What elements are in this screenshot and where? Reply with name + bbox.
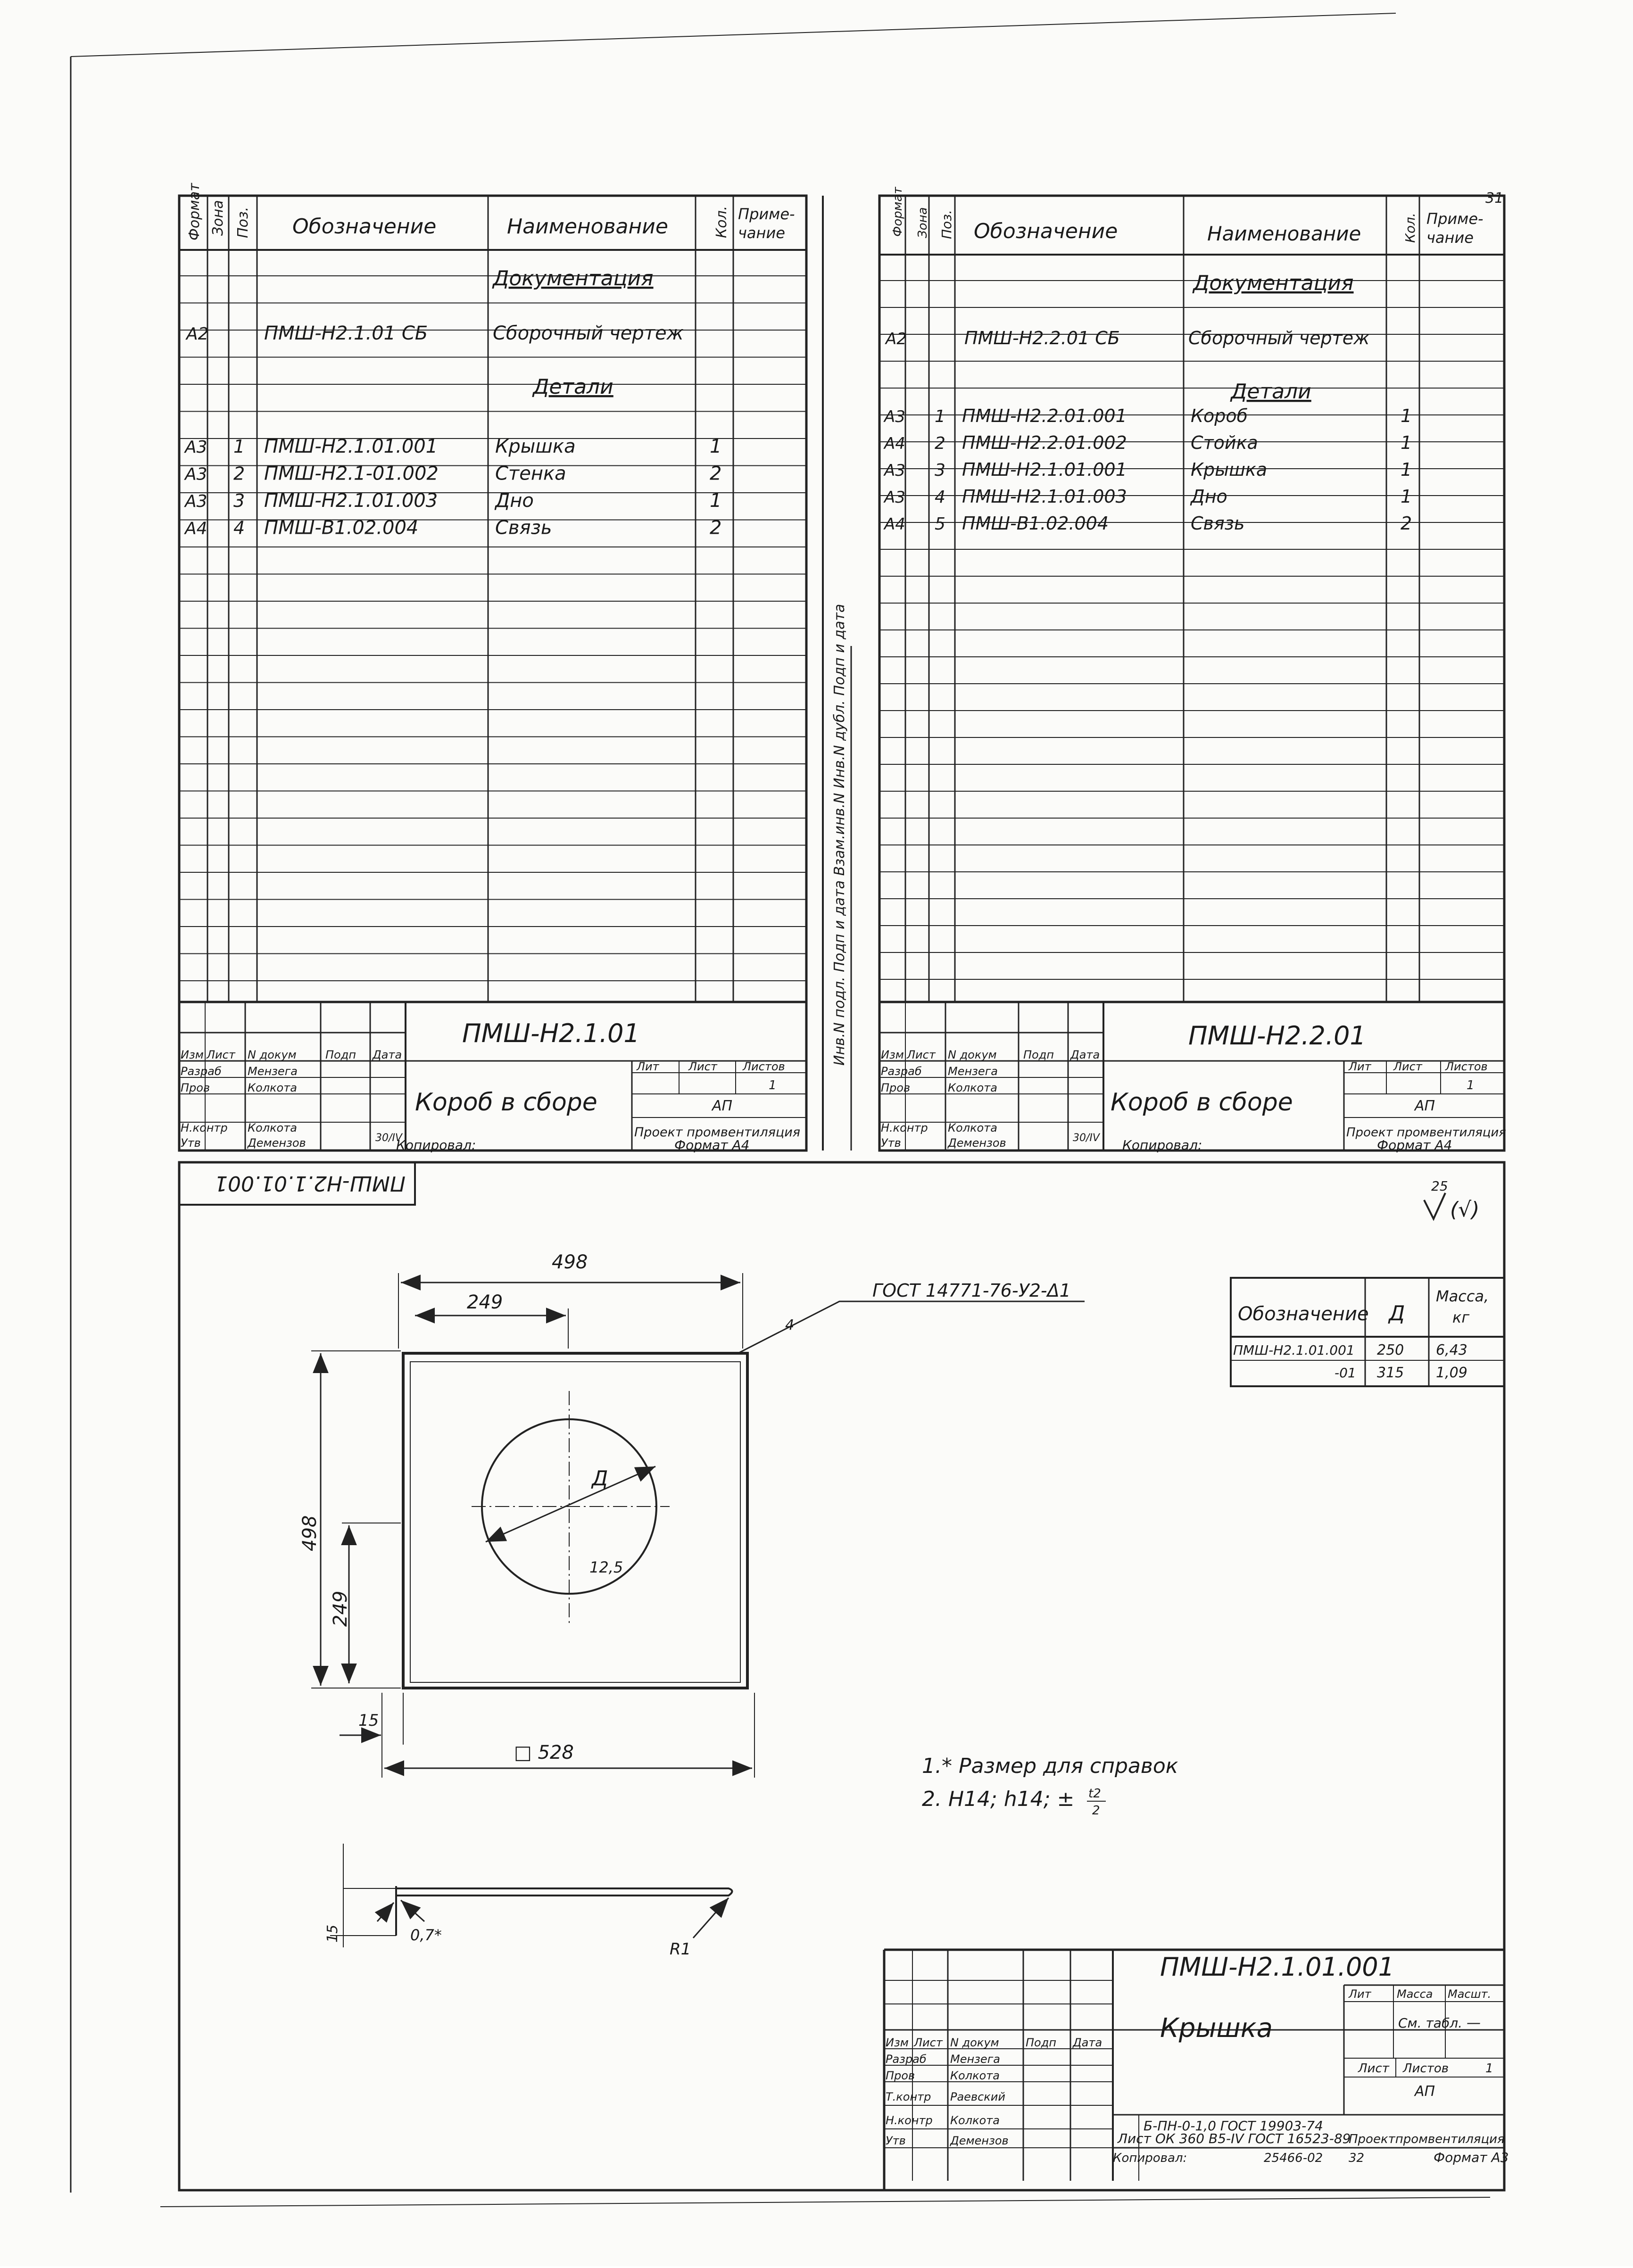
tb-header-cell: Лист xyxy=(907,1048,936,1061)
tb-person: Мензега xyxy=(950,2053,1001,2066)
mass-cell-d: 315 xyxy=(1377,1365,1404,1381)
tb-part-sheets: Листов xyxy=(1403,2061,1449,2076)
hdr-pos: Поз. xyxy=(235,207,251,238)
section-profile xyxy=(396,1888,732,1896)
hdr-designation: Обозначение xyxy=(292,215,437,239)
part-drawing xyxy=(179,1162,1509,2190)
tb-header-cell: N докум xyxy=(950,2036,999,2049)
gost-note: ГОСТ 14771-76-У2-Δ1 xyxy=(872,1280,1071,1301)
spec-cell-qty: 1 xyxy=(1401,486,1412,507)
note-frac-num: t2 xyxy=(1088,1787,1101,1801)
spec-cell-format: А3 xyxy=(884,461,905,480)
tb-part-company: Проектпромвентиляция xyxy=(1349,2132,1505,2146)
roughness-suffix: (√) xyxy=(1450,1198,1480,1222)
tb-role: Разраб xyxy=(881,1065,922,1078)
tb-right-lit: Лит xyxy=(1349,1060,1371,1073)
tb-part-sheet: Лист xyxy=(1358,2061,1389,2076)
spec-cell-name: Крышка xyxy=(495,436,576,457)
tb-header-cell: Лист xyxy=(207,1048,235,1061)
section-parts: Детали xyxy=(533,375,613,399)
spec-cell-designation: ПМШ-Н2.2.01.001 xyxy=(962,406,1127,426)
dim-height-half-label: 249 xyxy=(330,1590,351,1627)
tb-role: Пров xyxy=(881,1081,911,1094)
hdr-format: Формат xyxy=(186,183,203,240)
tb-role: Н.контр xyxy=(881,1121,928,1134)
spec-cell-pos: 2 xyxy=(935,434,945,453)
tb-part-format: Формат А3 xyxy=(1434,2150,1509,2165)
spec-cell-name: Крышка xyxy=(1191,459,1268,480)
spec-cell-qty: 2 xyxy=(710,463,722,485)
tb-part-mass-value: См. табл. xyxy=(1398,2015,1463,2031)
tb-header-cell: Лист xyxy=(914,2036,943,2049)
plate-inner-edge xyxy=(410,1362,740,1682)
tb-role: Разраб xyxy=(886,2053,927,2066)
spec-cell-name: Связь xyxy=(495,517,552,539)
sheet-edge-top xyxy=(71,13,1396,57)
tb-right-date: 30/IV xyxy=(1073,1132,1100,1144)
mass-hdr-1: Д xyxy=(1389,1301,1405,1325)
tb-left-sheets: Листов xyxy=(743,1060,785,1073)
spec-cell-designation: ПМШ-Н2.1-01.002 xyxy=(264,463,439,485)
spec-cell-designation: ПМШ-Н2.1.01.001 xyxy=(264,436,438,457)
spec-cell-name: Стенка xyxy=(495,463,566,485)
spec-cell-qty: 1 xyxy=(1401,459,1412,480)
leader-number: 4 xyxy=(785,1317,795,1333)
tb-left-company: Проект промвентиляция xyxy=(634,1125,800,1140)
tb-role: Т.контр xyxy=(886,2090,931,2103)
tb-part-code: ПМШ-Н2.1.01.001 xyxy=(1160,1952,1395,1982)
hdr-name: Наименование xyxy=(507,215,668,239)
hdr-note-2: чание xyxy=(738,224,785,242)
spec-cell-qty: 1 xyxy=(710,436,722,457)
tb-right-format: Формат А4 xyxy=(1377,1137,1452,1153)
tb-role: Пров xyxy=(181,1081,210,1094)
corner-stamp: ПМШ-Н2.1.01.001 xyxy=(215,1171,406,1195)
tb-left-date: 30/IV xyxy=(375,1132,402,1144)
tb-left-format: Формат А4 xyxy=(674,1137,750,1153)
tb-left-lit: Лит xyxy=(637,1060,659,1073)
tb-part-material-1: Б-ПН-0-1,0 ГОСТ 19903-74 xyxy=(1144,2118,1323,2134)
spec-cell-name: Стойка xyxy=(1191,432,1258,453)
spec-cell-designation: ПМШ-Н2.1.01.001 xyxy=(962,459,1127,480)
tb-header-cell: Дата xyxy=(1073,2036,1102,2049)
roughness-value: 25 xyxy=(1431,1178,1448,1194)
tb-left-code: ПМШ-Н2.1.01 xyxy=(462,1018,640,1048)
hdr-r-designation: Обозначение xyxy=(974,219,1118,243)
spec-cell-format: А4 xyxy=(185,519,207,538)
mass-hdr-2a: Масса, xyxy=(1436,1287,1489,1305)
hole-radius: 12,5 xyxy=(589,1558,623,1576)
dim-thickness-label: 15 xyxy=(324,1924,341,1943)
tb-header-cell: Изм xyxy=(886,2036,909,2049)
spec-cell-name: Дно xyxy=(1191,486,1227,507)
mass-cell-mass: 6,43 xyxy=(1436,1342,1467,1358)
spec-cell-qty: 1 xyxy=(1401,432,1412,453)
spec-cell-qty: 2 xyxy=(1401,513,1412,534)
spec-cell-format: А4 xyxy=(884,434,905,453)
tb-person: Демензов xyxy=(248,1136,306,1150)
mass-hdr-2b: кг xyxy=(1452,1308,1470,1326)
tb-person: Раевский xyxy=(950,2090,1005,2103)
tb-right-sheets-value: 1 xyxy=(1467,1078,1475,1093)
spec-cell-designation: ПМШ-Н2.1.01.003 xyxy=(962,486,1127,507)
roughness-check-icon xyxy=(1424,1193,1445,1219)
page-number: 31 xyxy=(1485,190,1504,207)
tb-part-pageno: 32 xyxy=(1349,2151,1365,2165)
tb-right-sheet: Лист xyxy=(1393,1060,1422,1073)
tb-person: Колкота xyxy=(948,1121,997,1134)
note-frac-den: 2 xyxy=(1092,1804,1100,1818)
spec-cell-qty: 1 xyxy=(1401,406,1412,426)
tb-left-sheets-value: 1 xyxy=(769,1078,777,1093)
tb-left-sheet: Лист xyxy=(688,1060,717,1073)
tb-part-mass: Масса xyxy=(1397,1987,1433,2001)
dim-width-total-label: 498 xyxy=(552,1251,588,1273)
tb-role: Утв xyxy=(881,1136,901,1150)
mass-cell-designation: -01 xyxy=(1335,1365,1356,1381)
dim-height-total-label: 498 xyxy=(299,1515,321,1551)
spec-cell-pos: 1 xyxy=(233,436,245,457)
spec-cell-pos: 3 xyxy=(935,461,945,480)
mass-hdr-0: Обозначение xyxy=(1238,1303,1369,1325)
spec-cell-designation: ПМШ-В1.02.004 xyxy=(264,517,419,539)
tb-part-material-2: Лист ОК 360 В5-IV ГОСТ 16523-89 xyxy=(1118,2131,1351,2146)
spec-cell-format: А3 xyxy=(884,407,905,426)
tb-right-title: Короб в сборе xyxy=(1111,1088,1293,1117)
tb-person: Колкота xyxy=(248,1081,297,1094)
tb-part-scale-value: — xyxy=(1467,2015,1481,2031)
spec-cell-format: А3 xyxy=(185,492,207,511)
tb-role: Утв xyxy=(181,1136,201,1150)
spec-cell-format: А3 xyxy=(185,438,207,457)
hdr-r-note-1: Приме- xyxy=(1426,210,1484,228)
spec-cell-format: А4 xyxy=(884,515,905,534)
tb-part-lit: Лит xyxy=(1349,1987,1371,2001)
doc-format: А2 xyxy=(186,324,209,344)
tb-person: Колкота xyxy=(948,1081,997,1094)
tb-right-company: Проект промвентиляция xyxy=(1346,1126,1506,1140)
dim-offset-label: 15 xyxy=(358,1711,379,1730)
hdr-zone: Зона xyxy=(210,200,226,236)
side-strip-text: Инв.N подл. Подп и дата Взам.инв.N Инв.N дубл. Подп и дата xyxy=(831,604,848,1066)
mass-cell-d: 250 xyxy=(1377,1342,1404,1358)
plate-outline xyxy=(403,1353,747,1688)
tb-header-cell: Дата xyxy=(1070,1048,1100,1061)
note-1: 1.* Размер для справок xyxy=(922,1754,1178,1778)
tb-header-cell: Дата xyxy=(373,1048,402,1061)
tb-role: Н.контр xyxy=(181,1121,228,1134)
spec-cell-format: А3 xyxy=(884,488,905,507)
tb-header-cell: N докум xyxy=(248,1048,297,1061)
doc-r-designation: ПМШ-Н2.2.01 СБ xyxy=(964,328,1120,348)
spec-cell-pos: 2 xyxy=(233,463,245,484)
tb-role: Н.контр xyxy=(886,2114,933,2127)
tb-role: Утв xyxy=(886,2134,906,2147)
tb-right-copied: Копировал: xyxy=(1122,1137,1202,1153)
tb-person: Мензега xyxy=(948,1065,998,1078)
hole-label: Д xyxy=(592,1466,608,1490)
tb-right-sheets: Листов xyxy=(1445,1060,1488,1073)
tb-person: Колкота xyxy=(950,2069,1000,2082)
spec-sheet-left xyxy=(179,182,806,1151)
doc-designation: ПМШ-Н2.1.01 СБ xyxy=(264,323,428,344)
spec-cell-format: А3 xyxy=(185,464,207,484)
tb-left-title: Короб в сборе xyxy=(415,1088,597,1117)
section-r-docs: Документация xyxy=(1193,271,1354,295)
spec-cell-name: Дно xyxy=(495,490,534,512)
hdr-r-zone: Зона xyxy=(916,207,930,238)
spec-sheet-right xyxy=(823,187,1504,1151)
tb-role: Разраб xyxy=(181,1065,222,1078)
spec-cell-pos: 1 xyxy=(935,407,945,426)
tb-right-org: АП xyxy=(1415,1098,1435,1114)
tb-part-title: Крышка xyxy=(1160,2013,1273,2044)
hdr-r-name: Наименование xyxy=(1207,222,1361,245)
spec-cell-qty: 2 xyxy=(710,517,722,539)
dim-sheet-label: 0,7* xyxy=(410,1926,442,1944)
tb-person: Колкота xyxy=(950,2114,1000,2127)
hdr-note-1: Приме- xyxy=(738,205,795,223)
tb-header-cell: Подп xyxy=(1023,1048,1054,1061)
title-block-left xyxy=(179,1002,806,1153)
tb-right-code: ПМШ-Н2.2.01 xyxy=(1188,1021,1366,1051)
hdr-r-note-2: чание xyxy=(1426,229,1474,247)
tb-header-cell: Изм xyxy=(881,1048,904,1061)
dim-square-label: □ 528 xyxy=(514,1742,574,1763)
tb-left-org: АП xyxy=(712,1098,733,1114)
spec-cell-pos: 5 xyxy=(935,514,945,534)
hdr-qty: Кол. xyxy=(713,206,730,238)
dim-radius-label: R1 xyxy=(670,1940,691,1959)
tb-person: Демензов xyxy=(948,1136,1006,1150)
doc-r-format: А2 xyxy=(886,330,907,348)
dim-width-half-label: 249 xyxy=(467,1291,503,1313)
mass-cell-designation: ПМШ-Н2.1.01.001 xyxy=(1233,1342,1355,1358)
tb-part-sheets-value: 1 xyxy=(1485,2061,1493,2076)
tb-part-copied: Копировал: xyxy=(1113,2151,1187,2165)
spec-cell-designation: ПМШ-Н2.1.01.003 xyxy=(264,490,438,512)
tb-person: Мензега xyxy=(248,1065,298,1078)
tb-part-org: АП xyxy=(1415,2083,1435,2100)
hdr-r-format: Формат xyxy=(891,187,905,237)
tb-left-copied: Копировал: xyxy=(396,1137,476,1153)
doc-r-name: Сборочный чертеж xyxy=(1188,328,1370,348)
doc-name: Сборочный чертеж xyxy=(493,323,684,344)
hdr-r-pos: Поз. xyxy=(939,210,954,239)
tb-person: Колкота xyxy=(248,1121,297,1134)
section-docs: Документация xyxy=(493,266,654,290)
spec-cell-pos: 3 xyxy=(233,490,245,511)
spec-cell-pos: 4 xyxy=(935,488,945,507)
title-block-part xyxy=(884,1950,1509,2190)
spec-cell-designation: ПМШ-Н2.2.01.002 xyxy=(962,432,1127,453)
note-2: 2. Н14; h14; ± xyxy=(922,1787,1075,1811)
spec-cell-qty: 1 xyxy=(710,490,722,512)
mass-table xyxy=(1231,1278,1504,1386)
hole-diameter-line xyxy=(486,1466,655,1542)
mass-cell-mass: 1,09 xyxy=(1436,1365,1467,1381)
title-block-right xyxy=(879,1002,1506,1153)
tb-part-docno: 25466-02 xyxy=(1264,2151,1323,2165)
spec-cell-name: Связь xyxy=(1191,513,1245,534)
tb-header-cell: N докум xyxy=(948,1048,997,1061)
spec-cell-pos: 4 xyxy=(233,517,245,538)
tb-role: Пров xyxy=(886,2069,915,2082)
section-r-parts: Детали xyxy=(1231,380,1311,404)
tb-header-cell: Подп xyxy=(325,1048,356,1061)
hdr-r-qty: Кол. xyxy=(1402,213,1418,243)
tb-header-cell: Подп xyxy=(1026,2036,1057,2049)
spec-cell-name: Короб xyxy=(1191,406,1248,426)
sheet-edge-bottom xyxy=(160,2197,1490,2207)
tb-header-cell: Изм xyxy=(181,1048,204,1061)
tb-person: Демензов xyxy=(950,2134,1009,2147)
tb-part-scale: Масшт. xyxy=(1448,1987,1492,2001)
spec-cell-designation: ПМШ-В1.02.004 xyxy=(962,513,1109,534)
